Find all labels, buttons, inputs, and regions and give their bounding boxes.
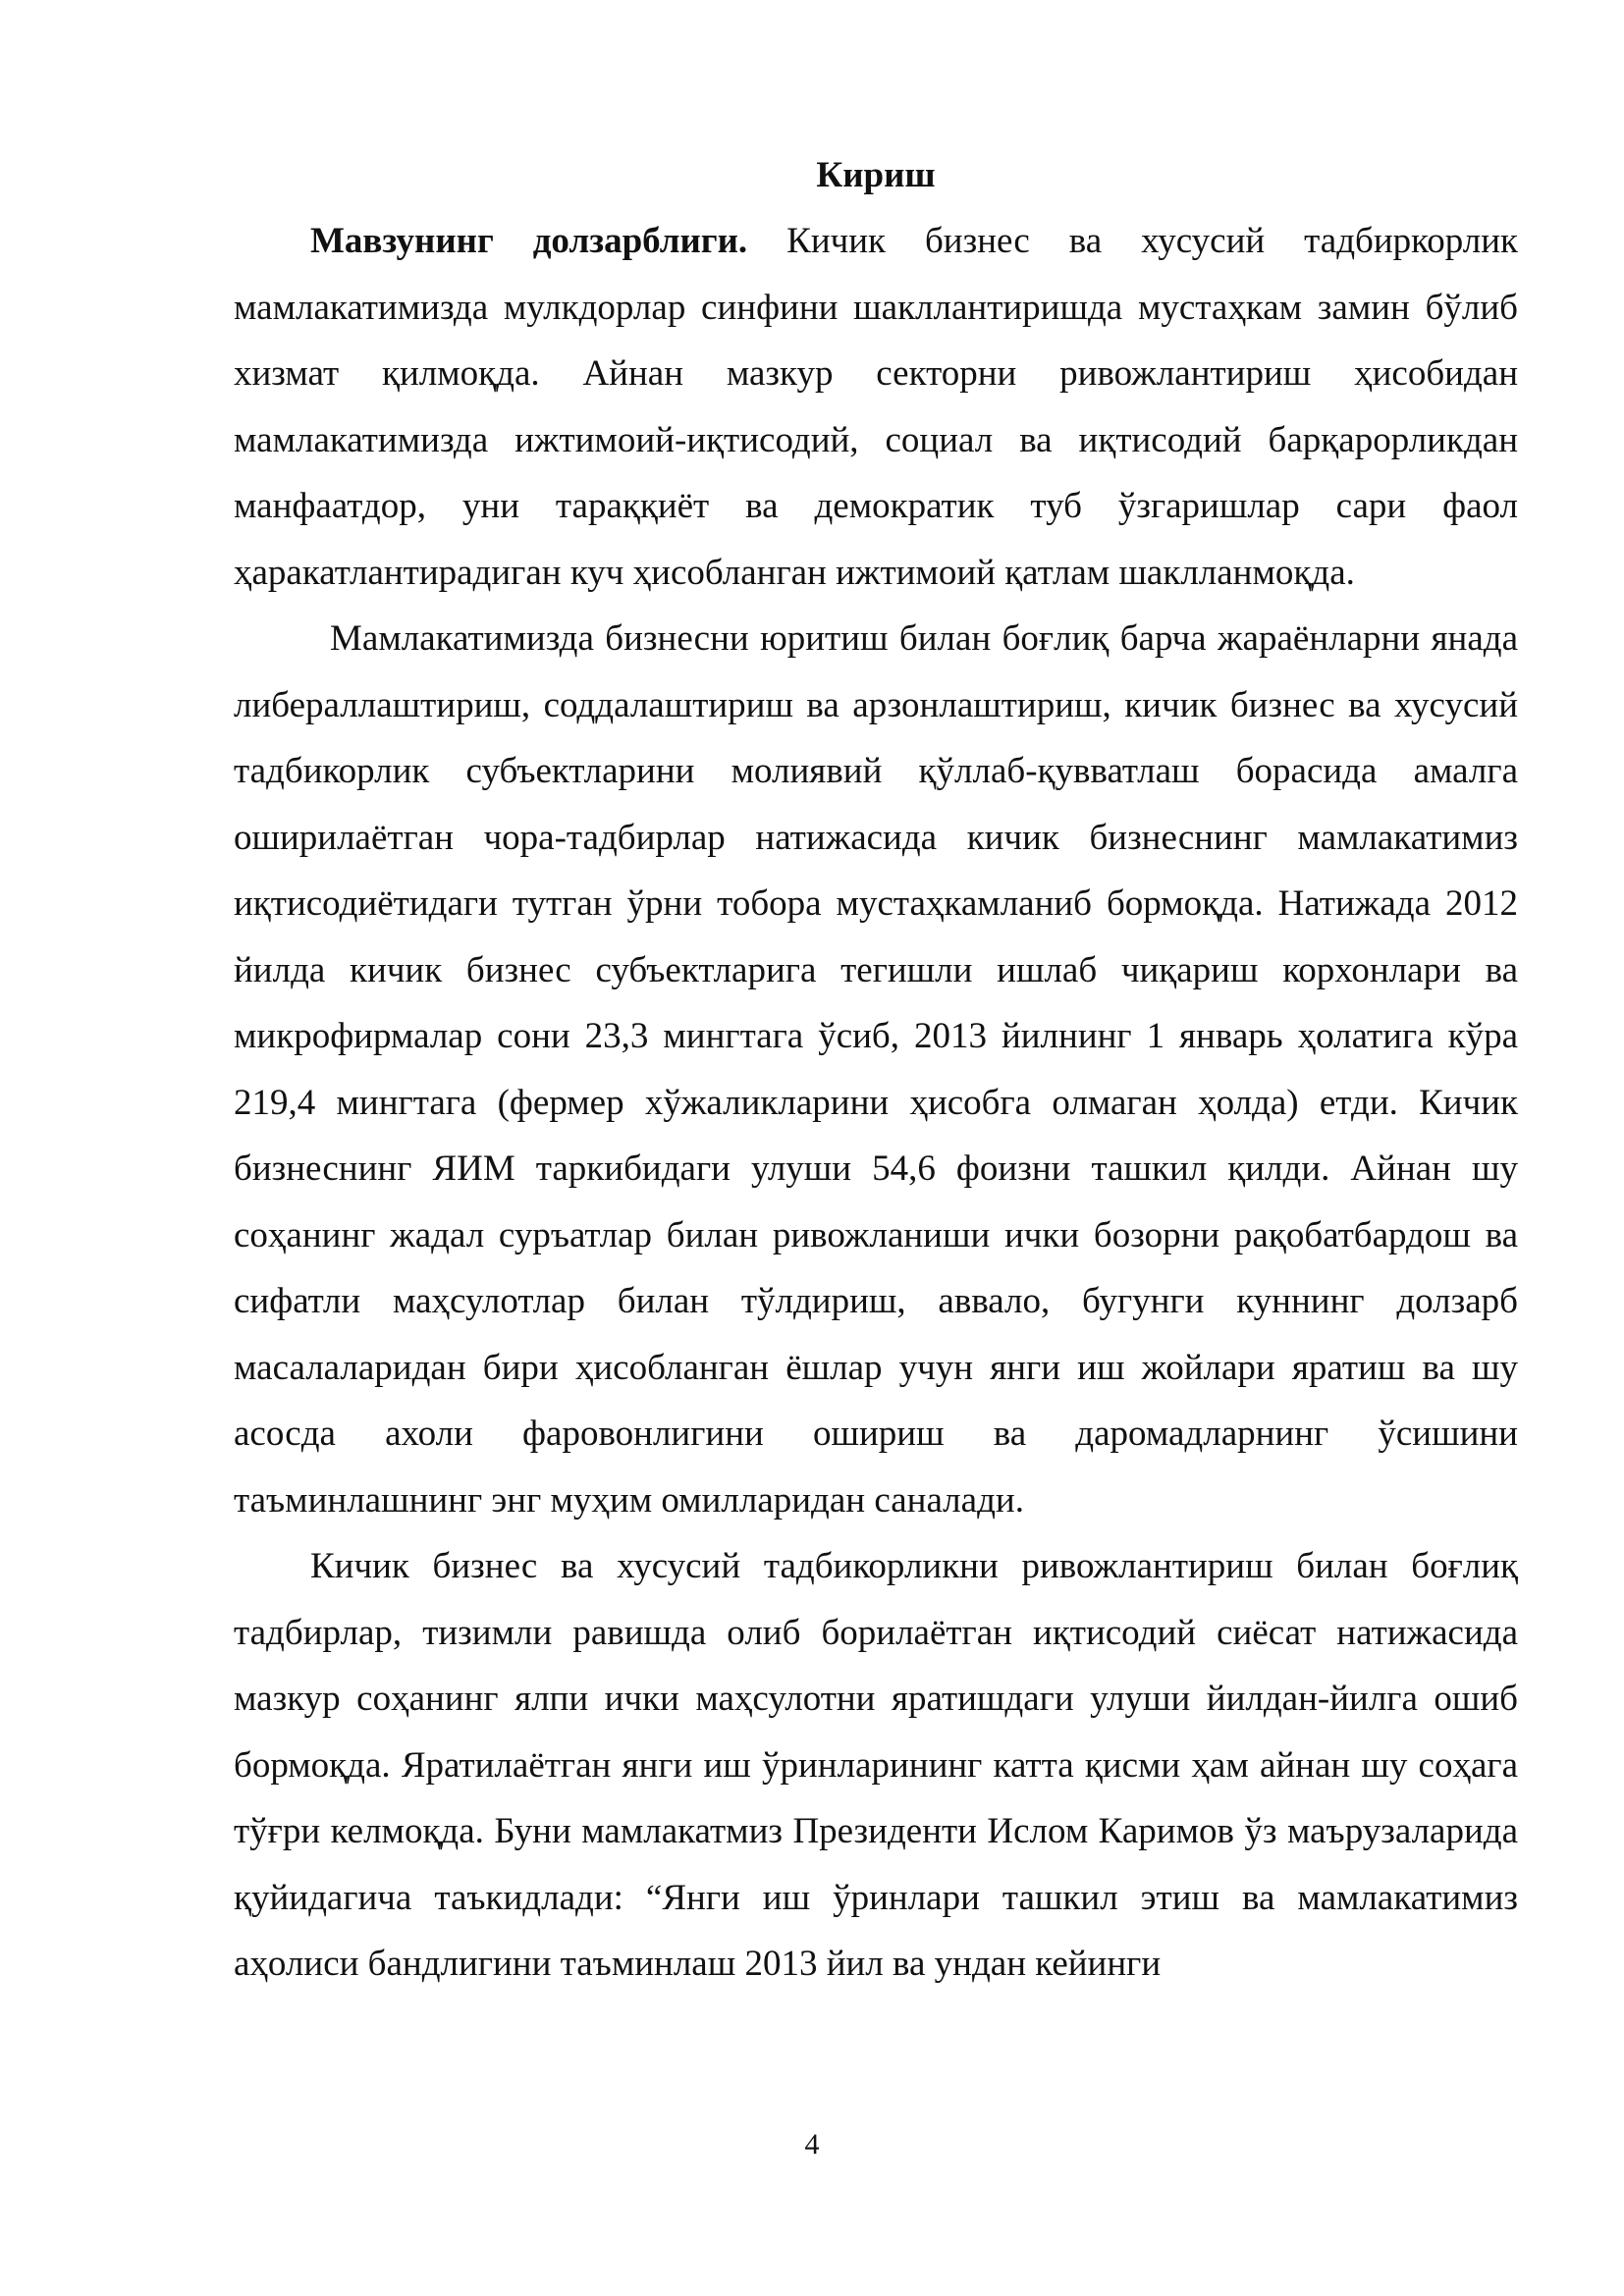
page-number: 4 <box>804 2128 820 2161</box>
paragraph-relevance <box>234 208 1518 606</box>
paragraph-economic-policy <box>234 1533 1518 1998</box>
section-heading: Кириш <box>816 155 936 195</box>
paragraph-text: Кичик бизнес ва хусусий тадбикорликни ривожлантириш билан боғлиқ тадбирлар, тизимли равишда олиб борилаётган иқтисодий сиёсат натижасида мазкур соҳанинг ялпи ички маҳсулотни яратишдаги улуши йилдан-йилга ошиб бормоқда. Яратилаётган янги иш ўринларининг катта қисми ҳам айнан шу соҳага тўғри келмоқда. Буни мамлакатмиз Президенти Ислом Каримов ўз маърузаларида қуйидагича таъкидлади: “Янги иш ўринлари ташкил этиш ва мамлакатимиз аҳолиси бандлигини таъминлаш 2013 йил ва ундан кейинги <box>234 1546 1518 1984</box>
paragraph-business-environment <box>234 606 1518 1533</box>
page-content <box>234 142 1518 1998</box>
paragraph-lead-bold: Мавзунинг долзарблиги. <box>310 221 748 261</box>
paragraph-text: Кичик бизнес ва хусусий тадбиркорлик мамлакатимизда мулкдорлар синфини шакллантиришда мустаҳкам замин бўлиб хизмат қилмоқда. Айнан мазкур секторни ривожлантириш ҳисобидан мамлакатимизда ижтимоий-иқтисодий, социал ва иқтисодий барқарорликдан манфаатдор, уни тараққиёт ва демократик туб ўзгаришлар сари фаол ҳаракатлантирадиган куч ҳисобланган ижтимоий қатлам шаклланмоқда. <box>234 221 1518 593</box>
paragraph-text: Мамлакатимизда бизнесни юритиш билан боғлиқ барча жараёнларни янада либераллаштириш, соддалаштириш ва арзонлаштириш, кичик бизнес ва хусусий тадбикорлик субъектларини молиявий қўллаб-қувватлаш борасида амалга оширилаётган чора-тадбирлар натижасида кичик бизнеснинг мамлакатимиз иқтисодиётидаги тутган ўрни тобора мустаҳкамланиб бормоқда. Натижада 2012 йилда кичик бизнес субъектларига тегишли ишлаб чиқариш корхонлари ва микрофирмалар сони 23,3 мингтага ўсиб, 2013 йилнинг 1 январь ҳолатига кўра 219,4 мингтага (фермер хўжаликларини ҳисобга олмаган ҳолда) етди. Кичик бизнеснинг ЯИМ таркибидаги улуши 54,6 фоизни ташкил қилди. Айнан шу соҳанинг жадал суръатлар билан ривожланиши ички бозорни рақобатбардош ва сифатли маҳсулотлар билан тўлдириш, аввало, бугунги куннинг долзарб масалаларидан бири ҳисобланган ёшлар учун янги иш жойлари яратиш ва шу асосда ахоли фаровонлигини ошириш ва даромадларнинг ўсишини таъминлашнинг энг муҳим омилларидан саналади. <box>234 618 1518 1521</box>
